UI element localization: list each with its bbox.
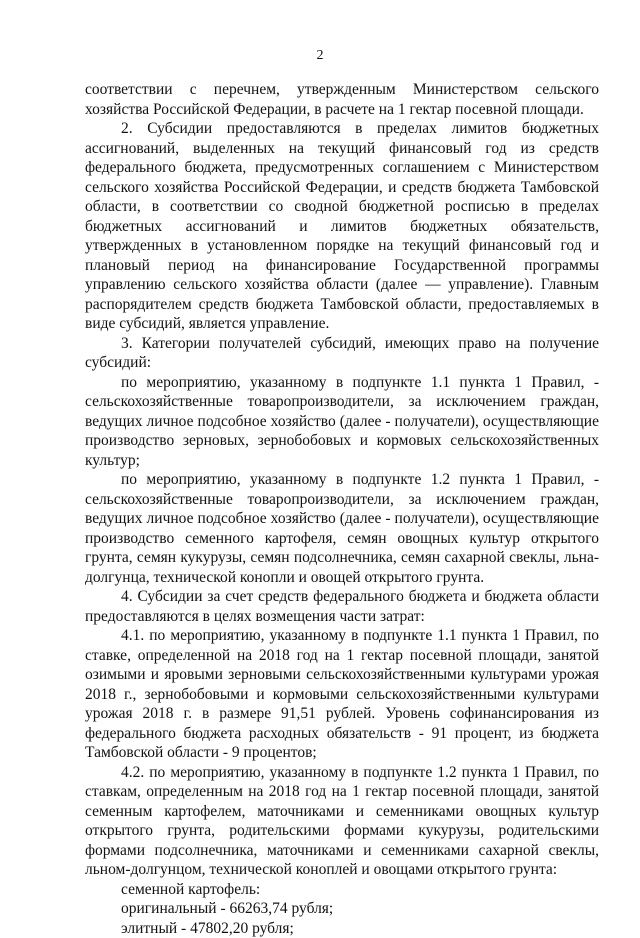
list-item: элитный - 47802,20 рубля;	[85, 919, 599, 938]
list-item: оригинальный - 66263,74 рубля;	[85, 899, 599, 919]
page-number: 2	[0, 47, 640, 65]
list-item: семенной картофель:	[85, 880, 599, 900]
paragraph: 4. Субсидии за счет средств федерального бюджета и бюджета области предоставляются в целях возмещения части затрат:	[85, 587, 599, 626]
paragraph: 4.2. по мероприятию, указанному в подпункте 1.2 пункта 1 Правил, по ставкам, определенным на 2018 год на 1 гектар посевной площади, занятой семенным картофелем, маточниками и семенниками овощных культур открытого грунта, родительскими формами кукурузы, родительскими формами подсолнечника, маточниками и семенниками сахарной свеклы, льном-долгунцом, технической коноплей и овощами открытого грунта:	[85, 763, 599, 880]
paragraph: соответствии с перечнем, утвержденным Министерством сельского хозяйства Российской Федерации, в расчете на 1 гектар посевной площади.	[85, 80, 599, 119]
paragraph: 2. Субсидии предоставляются в пределах лимитов бюджетных ассигнований, выделенных на текущий финансовый год из средств федерального бюджета, предусмотренных соглашением с Министерством сельского хозяйства Российской Федерации, и средств бюджета Тамбовской области, в соответствии со сводной бюджетной росписью в пределах бюджетных ассигнований и лимитов бюджетных обязательств, утвержденных в установленном порядке на текущий финансовый год и плановый период на финансирование Государственной программы управлению сельского хозяйства области (далее — управление). Главным распорядителем средств бюджета Тамбовской области, предоставляемых в виде субсидий, является управление.	[85, 119, 599, 334]
paragraph: 4.1. по мероприятию, указанному в подпункте 1.1 пункта 1 Правил, по ставке, определенной на 2018 год на 1 гектар посевной площади, занятой озимыми и яровыми зерновыми сельскохозяйственными культурами урожая 2018 г., зернобобовыми и кормовыми сельскохозяйственными культурами урожая 2018 г. в размере 91,51 рублей. Уровень софинансирования из федерального бюджета расходных обязательств - 91 процент, из бюджета Тамбовской области - 9 процентов;	[85, 626, 599, 763]
paragraph: 3. Категории получателей субсидий, имеющих право на получение субсидий:	[85, 334, 599, 373]
document-body	[85, 80, 599, 938]
paragraph: по мероприятию, указанному в подпункте 1.2 пункта 1 Правил, - сельскохозяйственные товаропроизводители, за исключением граждан, ведущих личное подсобное хозяйство (далее - получатели), осуществляющие производство семенного картофеля, семян овощных культур открытого грунта, семян кукурузы, семян подсолнечника, семян сахарной свеклы, льна-долгунца, технической конопли и овощей открытого грунта.	[85, 470, 599, 587]
paragraph: по мероприятию, указанному в подпункте 1.1 пункта 1 Правил, - сельскохозяйственные товаропроизводители, за исключением граждан, ведущих личное подсобное хозяйство (далее - получатели), осуществляющие производство зерновых, зернобобовых и кормовых сельскохозяйственных культур;	[85, 373, 599, 471]
